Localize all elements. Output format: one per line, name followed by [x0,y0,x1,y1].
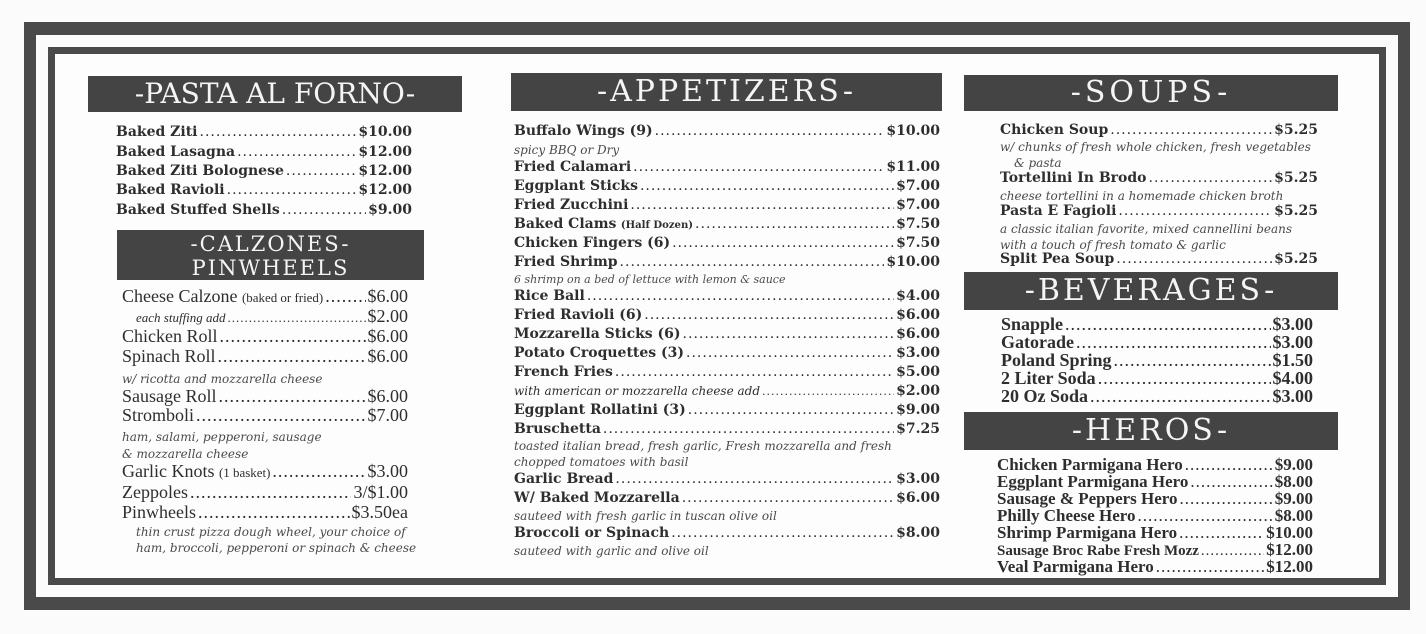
item-price: $8.00 [896,525,940,541]
item-price: $12.00 [358,163,412,179]
item-price: $3.00 [896,345,940,361]
menu-item [122,482,408,503]
item-name: Fried Shrimp [514,254,618,270]
pinwheels-title: PINWHEELS [191,256,350,280]
item-description: spicy BBQ or Dry [514,143,620,157]
pasta-al-forno-title: -PASTA AL FORNO- [134,77,416,110]
item-price: $12.00 [1266,540,1313,559]
item-description: & mozzarella cheese [122,447,249,461]
menu-item [514,471,940,487]
menu-item [514,159,940,175]
item-name: 20 Oz Soda [1001,386,1089,406]
item-description: ham, salami, pepperoni, sausage [122,430,322,444]
item-name: Spinach Roll [122,346,216,366]
item-name: Baked Ravioli [116,182,225,198]
menu-item [514,235,940,251]
menu-item [116,124,412,140]
item-name: Gatorade [1001,332,1074,352]
item-name: Shrimp Parmigana Hero [997,523,1178,542]
menu-item [514,254,940,270]
item-name: Pasta E Fagioli [1000,203,1117,219]
item-name: with american or mozzarella cheese add [514,384,761,398]
item-description: 6 shrimp on a bed of lettuce with lemon & sauce [514,273,786,286]
item-name: Split Pea Soup [1000,251,1115,267]
beverages-title: -BEVERAGES- [1024,273,1278,308]
item-name: Potato Croquettes (3) [514,345,685,361]
appetizers-banner [511,73,942,111]
item-name: Chicken Soup [1000,122,1109,138]
item-description: w/ ricotta and mozzarella cheese [122,372,323,386]
item-price: $6.00 [896,490,940,506]
menu-item [122,346,408,367]
menu-item [514,345,940,361]
item-price: $6.00 [367,286,408,306]
item-price: $3.50ea [351,502,408,522]
item-price: $7.50 [896,235,940,251]
item-description: sauteed with garlic and olive oil [514,544,709,558]
item-price: $2.00 [367,306,408,326]
item-description: thin crust pizza dough wheel, your choice of [136,525,406,539]
menu-item [514,123,940,139]
item-price: $4.00 [1272,368,1313,388]
item-name: Baked Stuffed Shells [116,202,280,218]
item-price: $6.00 [367,346,408,366]
item-name: Rice Ball [514,288,585,304]
item-name: Garlic Bread [514,471,614,487]
item-price: $1.50 [1272,350,1313,370]
item-price: $5.25 [1274,203,1318,219]
item-name: Baked Clams [514,216,617,232]
item-price: 3/$1.00 [353,482,408,502]
item-name: Fried Zucchini [514,197,629,213]
item-price: $9.00 [1274,455,1313,474]
item-price: $6.00 [896,326,940,342]
item-price: $5.25 [1274,122,1318,138]
item-description: toasted italian bread, fresh garlic, Fresh mozzarella and fresh [514,439,892,453]
item-name: Mozzarella Sticks (6) [514,326,681,342]
beverages-banner [964,272,1338,310]
item-price: $9.00 [368,202,412,218]
item-description: chopped tomatoes with basil [514,455,689,469]
item-price: $11.00 [886,159,940,175]
menu-item [116,202,412,218]
menu-item [1000,251,1318,267]
item-name: Veal Parmigana Hero [997,557,1154,576]
item-price: $7.00 [896,178,940,194]
item-name: Philly Cheese Hero [997,506,1136,525]
menu-item [997,557,1313,577]
item-name: Sausage Roll [122,386,217,406]
item-note: (1 basket) [218,465,271,480]
item-name: Fried Calamari [514,159,632,175]
item-name: Eggplant Sticks [514,178,638,194]
item-description: cheese tortellini in a homemade chicken broth [1000,189,1284,203]
item-name: Stromboli [122,405,195,425]
pasta-al-forno-banner [88,76,462,112]
heros-banner [964,412,1338,450]
item-price: $4.00 [896,288,940,304]
menu-item [514,490,940,506]
item-price: $5.00 [896,364,940,380]
item-price: $7.50 [896,216,940,232]
menu-item [136,306,408,327]
menu-item [122,461,408,482]
menu-item [514,383,940,399]
menu-item [514,402,940,418]
calzones-title: -CALZONES- [190,232,351,256]
menu-item [116,182,412,198]
item-price: $12.00 [1266,557,1313,576]
menu-item [1000,203,1318,219]
item-name: Baked Lasagna [116,144,236,160]
item-name: Chicken Parmigana Hero [997,455,1183,474]
item-price: $10.00 [886,254,940,270]
item-price: $10.00 [1266,523,1313,542]
item-name: Zeppoles [122,482,188,502]
menu-item [1000,170,1318,186]
item-price: $6.00 [367,386,408,406]
menu-item [122,286,408,307]
item-name: Chicken Roll [122,326,218,346]
item-name: Snapple [1001,314,1064,334]
menu-item [514,216,940,232]
menu-item [122,502,408,523]
calzones-banner [117,230,424,280]
item-price: $8.00 [1274,506,1313,525]
item-price: $6.00 [367,326,408,346]
item-description: sauteed with fresh garlic in tuscan olive oil [514,509,777,523]
menu-item [122,326,408,347]
item-description: ham, broccoli, pepperoni or spinach & cheese [136,541,417,555]
item-price: $12.00 [358,144,412,160]
menu-item [116,144,412,160]
item-name: Baked Ziti Bolognese [116,163,284,179]
item-name: Sausage Broc Rabe Fresh Mozz [997,543,1199,559]
menu-item [122,386,408,407]
item-price: $10.00 [358,124,412,140]
item-price: $3.00 [1272,386,1313,406]
item-price: $5.25 [1274,251,1318,267]
item-description: & pasta [1014,156,1062,170]
item-name: Fried Ravioli (6) [514,307,643,323]
item-name: 2 Liter Soda [1001,368,1096,388]
item-name: Chicken Fingers (6) [514,235,671,251]
menu-item [514,197,940,213]
item-name: Cheese Calzone [122,286,238,306]
menu-item [514,178,940,194]
item-price: $9.00 [1274,489,1313,508]
item-price: $7.00 [367,405,408,425]
item-note: (Half Dozen) [620,220,694,231]
menu-item [514,421,940,437]
item-name: each stuffing add [136,310,226,325]
appetizers-title: -APPETIZERS- [596,74,857,109]
item-description: w/ chunks of fresh whole chicken, fresh vegetables [1000,140,1311,154]
item-name: Poland Spring [1001,350,1112,370]
soups-banner [964,75,1338,111]
item-price: $3.00 [1272,314,1313,334]
item-name: Baked Ziti [116,124,198,140]
menu-item [1000,122,1318,138]
item-price: $3.00 [1272,332,1313,352]
item-description: with a touch of fresh tomato & garlic [1000,238,1226,252]
menu-item [514,288,940,304]
item-name: Sausage & Peppers Hero [997,489,1178,508]
item-note: (baked or fried) [241,290,324,305]
item-price: $3.00 [367,461,408,481]
item-name: Garlic Knots [122,461,215,481]
item-price: $2.00 [896,383,940,399]
item-price: $10.00 [886,123,940,139]
item-name: Bruschetta [514,421,601,437]
item-price: $7.25 [896,421,940,437]
item-name: Eggplant Rollatini (3) [514,402,686,418]
item-name: Pinwheels [122,502,196,522]
menu-item [514,307,940,323]
menu-item [514,364,940,380]
menu-item [116,163,412,179]
item-price: $12.00 [358,182,412,198]
menu-item [1001,386,1313,407]
item-price: $8.00 [1274,472,1313,491]
item-name: Buffalo Wings (9) [514,123,653,139]
item-name: Tortellini In Brodo [1000,170,1147,186]
item-description: a classic italian favorite, mixed cannellini beans [1000,222,1293,236]
heros-title: -HEROS- [1071,413,1231,448]
item-price: $9.00 [896,402,940,418]
menu-item [122,405,408,426]
item-name: Eggplant Parmigana Hero [997,472,1189,491]
item-name: W/ Baked Mozzarella [514,490,680,506]
item-name: Broccoli or Spinach [514,525,670,541]
menu-item [514,326,940,342]
item-price: $7.00 [896,197,940,213]
item-price: $6.00 [896,307,940,323]
menu-item [514,525,940,541]
item-name: French Fries [514,364,613,380]
item-price: $5.25 [1274,170,1318,186]
item-price: $3.00 [896,471,940,487]
soups-title: -SOUPS- [1070,75,1232,110]
